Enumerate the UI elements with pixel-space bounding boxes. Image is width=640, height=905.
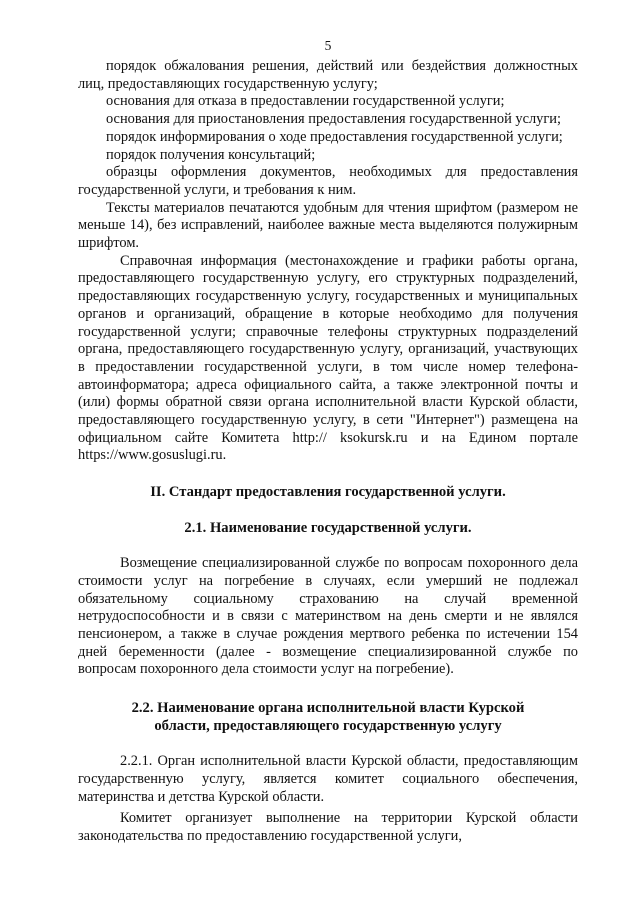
subheading-authority-line-2: области, предоставляющего государственную услугу: [154, 718, 502, 735]
subheading-authority: [78, 699, 578, 735]
list-item-suspension: основания для приостановления предоставления государственной услуги;: [106, 111, 561, 128]
paragraph-service-name: Возмещение специализированной службе по вопросам похоронного дела стоимости услуг на погребение в случаях, если умерший не подлежал обязательному социальному страхованию на случай временной нетрудоспособности и в связи с материнством на день смерти и не являлся пенсионером, а также в случае рождения мертвого ребенка по истечении 154 дней беременности (далее - возмещение специализированной службе по вопросам похоронного дела стоимости услуг на погребение).: [78, 555, 578, 678]
paragraph-2-2-1: 2.2.1. Орган исполнительной власти Курской области, предоставляющим государственную услугу, является комитет социального обеспечения, материнства и детства Курской области.: [78, 753, 578, 805]
paragraph-font-requirements: Тексты материалов печатаются удобным для чтения шрифтом (размером не меньше 14), без исправлений, наиболее важные места выделяются полужирным шрифтом.: [78, 199, 578, 252]
page-number: 5: [324, 38, 332, 53]
paragraph-2-2-2: Комитет организует выполнение на территории Курской области законодательства по предоставлению государственной услуги,: [78, 810, 578, 844]
paragraph-reference-info: Справочная информация (местонахождение и графики работы органа, предоставляющего государственную услугу, его структурных подразделений, предоставляющих государственную услугу, государственных и муниципальных органов и организаций, обращение в которые необходимо для получения государственной услуги; справочные телефоны структурных подразделений органа, предоставляющего государственную услугу, организаций, участвующих в предоставлении государственной услуги, в том числе номер телефона-автоинформатора; адреса официального сайта, а также электронной почты и (или) формы обратной связи органа исполнительной власти Курской области, предоставляющего государственную услугу, в сети "Интернет") размещена на официальном сайте Комитета http:// ksokursk.ru и на Едином портале https://www.gosuslugi.ru.: [78, 252, 578, 464]
list-item-consultations: порядок получения консультаций;: [106, 146, 316, 163]
list-item-samples: образцы оформления документов, необходимых для предоставления государственной услуги, и требования к ним.: [78, 164, 578, 198]
list-item-appeal: порядок обжалования решения, действий или бездействия должностных лиц, предоставляющих государственную услугу;: [78, 58, 578, 92]
subheading-service-name: 2.1. Наименование государственной услуги.: [184, 520, 472, 537]
list-item-refusal: основания для отказа в предоставлении государственной услуги;: [106, 93, 505, 110]
list-item-informing: порядок информирования о ходе предоставления государственной услуги;: [106, 128, 563, 145]
subheading-authority-line-1: 2.2. Наименование органа исполнительной власти Курской: [131, 700, 525, 717]
section-heading: II. Стандарт предоставления государственной услуги.: [150, 484, 506, 501]
